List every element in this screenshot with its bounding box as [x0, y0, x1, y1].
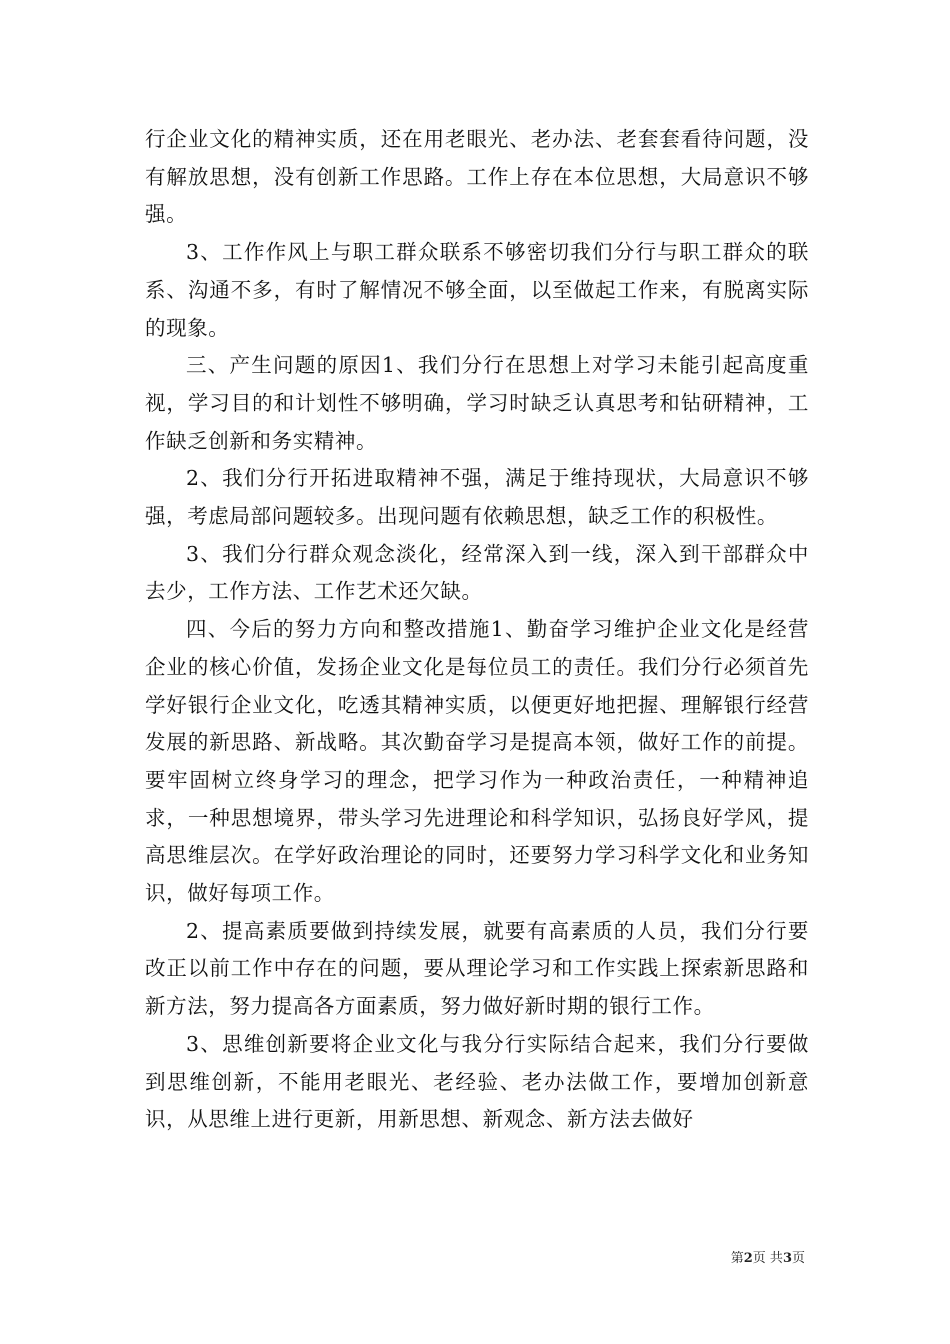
paragraph-4: 2、我们分行开拓进取精神不强，满足于维持现状，大局意识不够强，考虑局部问题较多。出现问题有依赖思想，缺乏工作的积极性。: [145, 466, 809, 529]
page-footer: [731, 1247, 805, 1266]
paragraph-2: 3、工作作风上与职工群众联系不够密切我们分行与职工群众的联系、沟通不多，有时了解情况不够全面，以至做起工作来，有脱离实际的现象。: [145, 240, 809, 340]
paragraph-5: 3、我们分行群众观念淡化，经常深入到一线，深入到干部群众中去少，工作方法、工作艺术还欠缺。: [145, 541, 809, 604]
paragraph-6: 四、今后的努力方向和整改措施1、勤奋学习维护企业文化是经营企业的核心价值，发扬企业文化是每位员工的责任。我们分行必须首先学好银行企业文化，吃透其精神实质，以便更好地把握、理解银行经营发展的新思路、新战略。其次勤奋学习是提高本领，做好工作的前提。要牢固树立终身学习的理念，把学习作为一种政治责任，一种精神追求，一种思想境界，带头学习先进理论和科学知识，弘扬良好学风，提高思维层次。在学好政治理论的同时，还要努力学习科学文化和业务知识，做好每项工作。: [145, 617, 809, 906]
paragraph-1: 行企业文化的精神实质，还在用老眼光、老办法、老套套看待问题，没有解放思想，没有创新工作思路。工作上存在本位思想，大局意识不够强。: [145, 127, 809, 227]
footer-current-page: 2: [743, 1251, 753, 1266]
footer-middle: 页 共: [752, 1251, 783, 1266]
paragraph-7: 2、提高素质要做到持续发展，就要有高素质的人员，我们分行要改正以前工作中存在的问题，要从理论学习和工作实践上探索新思路和新方法，努力提高各方面素质，努力做好新时期的银行工作。: [145, 918, 809, 1019]
paragraph-3: 三、产生问题的原因1、我们分行在思想上对学习未能引起高度重视，学习目的和计划性不够明确，学习时缺乏认真思考和钻研精神，工作缺乏创新和务实精神。: [145, 353, 809, 453]
footer-prefix: 第: [730, 1251, 744, 1266]
footer-suffix: 页: [791, 1251, 805, 1266]
paragraph-8: 3、思维创新要将企业文化与我分行实际结合起来，我们分行要做到思维创新，不能用老眼光、老经验、老办法做工作，要增加创新意识，从思维上进行更新，用新思想、新观念、新方法去做好: [145, 1031, 809, 1132]
footer-total-pages: 3: [782, 1251, 792, 1266]
document-body: [145, 121, 809, 1139]
